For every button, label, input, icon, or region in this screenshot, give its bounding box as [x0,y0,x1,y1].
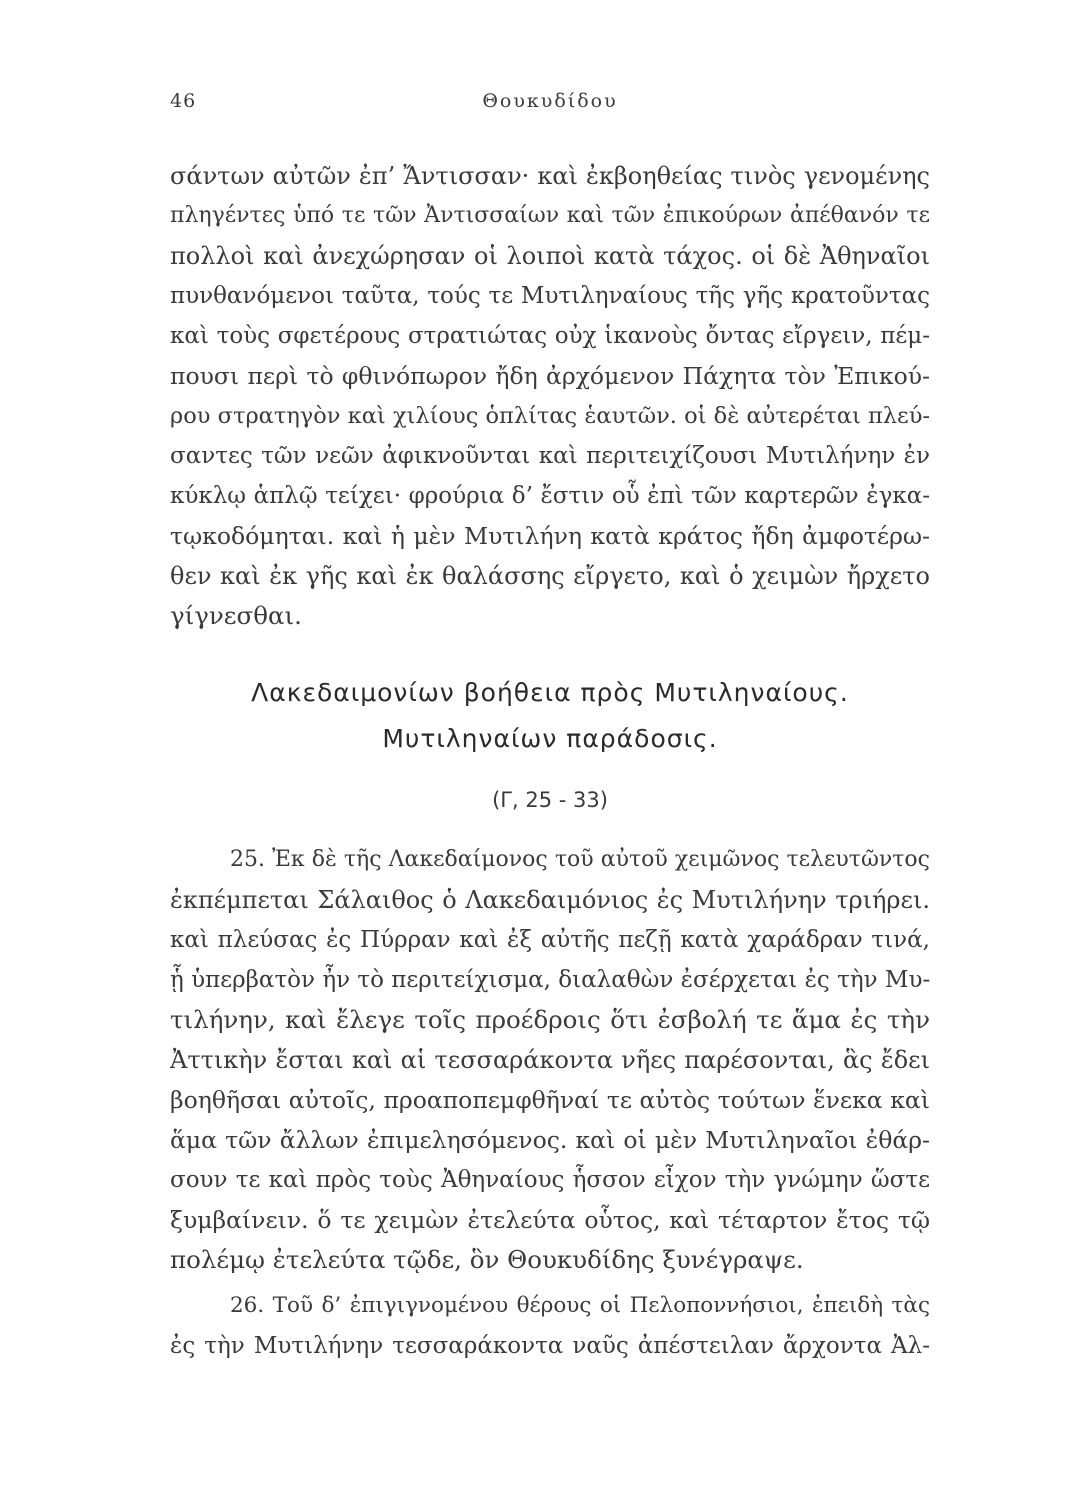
text-line: κύκλῳ ἁπλῷ τείχει· φρούρια δ’ ἔστιν οὗ ἐπὶ τῶν καρτερῶν ἐγκα- [170,483,930,509]
text-line: βοηθῆσαι αὐτοῖς, προαποπεμφθῆναί τε αὐτὸς τούτων ἕνεκα καὶ [170,1086,930,1114]
text-line: Ἀττικὴν ἔσται καὶ αἱ τεσσαράκοντα νῆες παρέσονται, ἃς ἔδει [170,1046,930,1074]
text-line: ἐκπέμπεται Σάλαιθος ὁ Λακεδαιμόνιος ἐς Μυτιλήνην τριήρει. [170,886,930,914]
text-line: τῳκοδόμηται. καὶ ἡ μὲν Μυτιλήνη κατὰ κράτος ἤδη ἀμφοτέρω- [170,522,930,550]
text-line: καὶ τοὺς σφετέρους στρατιώτας οὐχ ἱκανοὺς ὄντας εἴργειν, πέμ- [170,323,930,349]
text-line: 26. Τοῦ δ’ ἐπιγιγνομένου θέρους οἱ Πελοποννήσιοι, ἐπειδὴ τὰς [230,1293,930,1318]
text-line: γίγνεσθαι. [170,601,302,630]
running-head [170,90,930,120]
text-line: ρου στρατηγὸν καὶ χιλίους ὁπλίτας ἑαυτῶν. οἱ δὲ αὐτερέται πλεύ- [170,403,930,429]
text-line: πολέμῳ ἐτελεύτα τῷδε, ὃν Θουκυδίδης ξυνέγραψε. [170,1245,804,1274]
text-line: πληγέντες ὑπό τε τῶν Ἀντισσαίων καὶ τῶν ἐπικούρων ἀπέθανόν τε [170,203,930,228]
text-line: τιλήνην, καὶ ἔλεγε τοῖς προέδροις ὅτι ἐσβολή τε ἅμα ἐς τὴν [170,1005,930,1034]
text-line: σαντες τῶν νεῶν ἀφικνοῦνται καὶ περιτειχίζουσι Μυτιλήνην ἐν [170,443,930,469]
text-line: 25. Ἐκ δὲ τῆς Λακεδαίμονος τοῦ αὐτοῦ χειμῶνος τελευτῶντος [230,847,930,872]
section-heading-line-1: Λακεδαιμονίων βοήθεια πρὸς Μυτιληναίους. [251,678,849,707]
text-line: θεν καὶ ἐκ γῆς καὶ ἐκ θαλάσσης εἴργετο, καὶ ὁ χειμὼν ἤρχετο [170,562,930,590]
running-title: Θουκυδίδου [482,90,618,112]
text-line: ξυμβαίνειν. ὅ τε χειμὼν ἐτελεύτα οὗτος, καὶ τέταρτον ἔτος τῷ [170,1206,930,1234]
text-line: πουσι περὶ τὸ φθινόπωρον ἤδη ἀρχόμενον Πάχητα τὸν Ἐπικού- [170,362,930,390]
text-line: πυνθανόμενοι ταῦτα, τούς τε Μυτιληναίους τῆς γῆς κρατοῦντας [170,283,930,309]
text-line: καὶ πλεύσας ἐς Πύρραν καὶ ἐξ αὐτῆς πεζῇ κατὰ χαράδραν τινά, [170,927,930,953]
text-line: ἅμα τῶν ἄλλων ἐπιμελησόμενος. καὶ οἱ μὲν Μυτιληναῖοι ἐθάρ- [170,1126,930,1154]
text-line: σάντων αὐτῶν ἐπ’ Ἄντισσαν· καὶ ἐκβοηθείας τινὸς γενομένης [170,162,930,190]
text-line: σουν τε καὶ πρὸς τοὺς Ἀθηναίους ἧσσον εἶχον τὴν γνώμην ὥστε [170,1167,930,1193]
text-line: ᾗ ὑπερβατὸν ἦν τὸ περιτείχισμα, διαλαθὼν ἐσέρχεται ἐς τὴν Μυ- [170,967,930,993]
section-reference: (Γ, 25 - 33) [492,788,608,812]
page-number: 46 [170,90,197,112]
text-line: πολλοὶ καὶ ἀνεχώρησαν οἱ λοιποὶ κατὰ τάχος. οἱ δὲ Ἀθηναῖοι [170,242,930,270]
section-heading-line-2: Μυτιληναίων παράδοσις. [382,724,718,753]
text-line: ἐς τὴν Μυτιλήνην τεσσαράκοντα ναῦς ἀπέστειλαν ἄρχοντα Ἀλ- [170,1333,930,1359]
